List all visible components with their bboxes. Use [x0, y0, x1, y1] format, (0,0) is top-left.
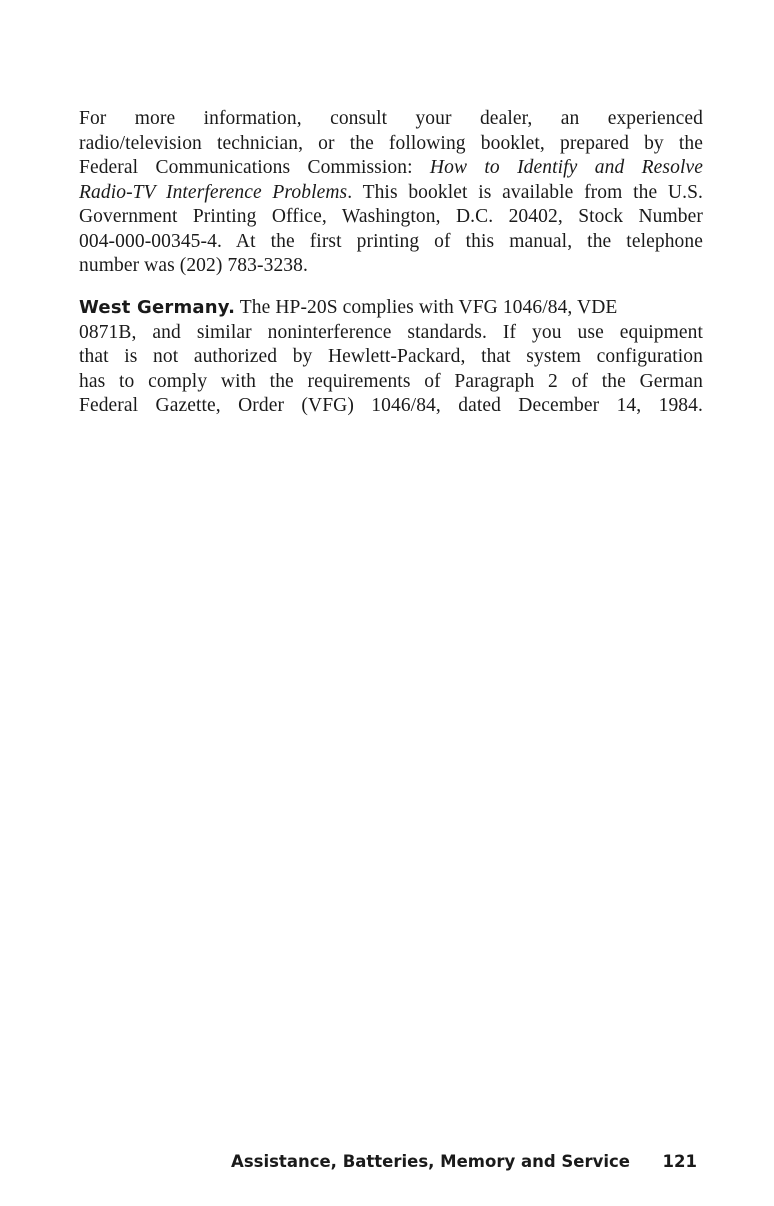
paragraph-line: that is not authorized by Hewlett-Packard, that system configuration — [79, 346, 703, 367]
paragraph-line: 0871B, and similar noninterference standards. If you use equipment — [79, 321, 703, 343]
paragraph-line: Government Printing Office, Washington, D.C. 20402, Stock Number — [79, 206, 703, 227]
paragraph-line: radio/television technician, or the following booklet, prepared by the — [79, 132, 703, 154]
line-text: . This booklet is available from the U.S. — [347, 181, 703, 203]
paragraph-line — [79, 156, 703, 181]
running-head: Assistance, Batteries, Memory and Service — [231, 1152, 630, 1171]
booklet-title-part: How to Identify and Resolve — [429, 157, 703, 178]
booklet-title-part: Radio-TV Interference Problems — [79, 181, 348, 203]
paragraph-line — [79, 296, 703, 321]
paragraph-line: has to comply with the requirements of Paragraph 2 of the German — [79, 370, 703, 392]
paragraph-line: number was (202) 783-3238. — [79, 255, 308, 276]
line-text: Federal Communications Commission: — [79, 157, 430, 178]
paragraph-line: For more information, consult your dealer, an experienced — [79, 108, 703, 129]
paragraph-line: Federal Gazette, Order (VFG) 1046/84, dated December 14, 1984. — [79, 395, 703, 416]
west-germany-paragraph — [79, 296, 703, 419]
page-number: 121 — [662, 1152, 697, 1171]
fcc-info-paragraph — [79, 107, 703, 279]
paragraph-line: 004-000-00345-4. At the first printing of this manual, the telephone — [79, 230, 703, 252]
line-text: The HP-20S complies with VFG 1046/84, VDE — [235, 297, 618, 318]
paragraph-line — [79, 181, 703, 206]
section-heading: West Germany. — [79, 297, 236, 318]
page-footer — [0, 1152, 700, 1178]
